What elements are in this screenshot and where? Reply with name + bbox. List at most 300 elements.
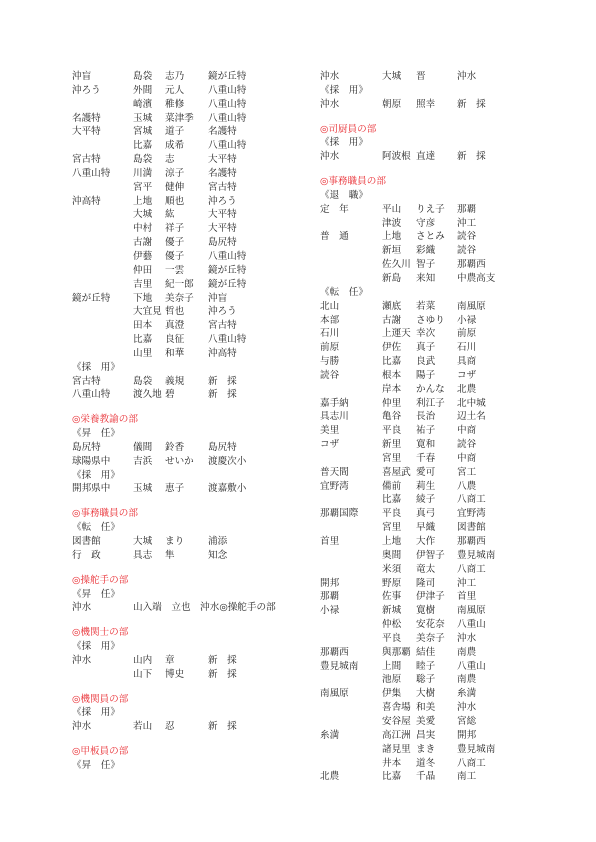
surname-cell: 新垣	[382, 245, 402, 257]
destination-cell: 八農	[457, 480, 477, 492]
surname-cell: 玉城	[133, 483, 153, 495]
personnel-row	[320, 383, 550, 397]
school-cell: 豊見城南	[320, 660, 359, 672]
personnel-row	[320, 272, 550, 286]
surname-cell: 大城	[133, 209, 153, 221]
personnel-row	[72, 654, 282, 668]
given-name-cell: 良武	[416, 356, 436, 368]
destination-cell: 糸満	[457, 688, 477, 700]
given-name-cell: 美奈子	[165, 292, 194, 304]
given-name-cell: 隼	[165, 549, 175, 561]
destination-cell: 中商	[457, 452, 477, 464]
school-cell: 普天間	[320, 466, 349, 478]
school-cell: 《昇 任》	[72, 428, 120, 440]
given-name-cell: 大樹	[416, 688, 436, 700]
destination-cell: 北農	[457, 383, 477, 395]
section-heading: ◎事務職員の部	[72, 508, 138, 520]
given-name-cell: 一雲	[165, 264, 185, 276]
given-name-cell: 直達	[416, 151, 436, 163]
surname-cell: 儀間	[133, 441, 153, 453]
given-name-cell: 結佳	[416, 646, 436, 658]
personnel-row	[320, 452, 550, 466]
section-heading: ◎事務職員の部	[320, 176, 386, 188]
surname-cell: 山入端 立也 沖水◎操舵手の部	[133, 602, 276, 614]
personnel-row	[72, 640, 282, 654]
given-name-cell: 昌実	[416, 729, 436, 741]
surname-cell: 下地	[133, 292, 153, 304]
personnel-row	[320, 535, 550, 549]
school-cell: 北山	[320, 300, 340, 312]
destination-cell: 渡嘉敷小	[208, 483, 247, 495]
destination-cell: 開邦	[457, 729, 477, 741]
surname-cell: 伊藝	[133, 250, 153, 262]
given-name-cell: 若菜	[416, 300, 436, 312]
personnel-row	[72, 347, 282, 361]
personnel-row	[320, 646, 550, 660]
destination-cell: 辺土名	[457, 411, 486, 423]
destination-cell: 小禄	[457, 314, 477, 326]
personnel-row	[72, 319, 282, 333]
surname-cell: 諸見里	[382, 743, 411, 755]
surname-cell: 上地	[382, 536, 402, 547]
personnel-row	[320, 632, 550, 646]
given-name-cell: 安花奈	[416, 619, 445, 631]
school-cell: 南風原	[320, 688, 349, 700]
personnel-row	[320, 507, 550, 521]
given-name-cell: 綾子	[416, 494, 436, 506]
left-column	[72, 70, 282, 773]
given-name-cell: 晋	[416, 71, 426, 82]
personnel-row	[72, 668, 282, 682]
section-gap	[72, 563, 282, 574]
personnel-row	[320, 150, 550, 164]
section-heading: ◎操舵手の部	[72, 574, 129, 586]
section-gap	[72, 734, 282, 745]
given-name-cell: 真子	[416, 342, 436, 354]
destination-cell: 八重山特	[208, 140, 247, 152]
surname-cell: 米須	[382, 563, 402, 575]
destination-cell: 新 採	[208, 654, 237, 666]
given-name-cell: 大作	[416, 536, 436, 547]
personnel-row	[320, 687, 550, 701]
destination-cell: 宮古特	[208, 181, 237, 193]
personnel-row	[320, 258, 550, 272]
surname-cell: 伊集	[382, 688, 402, 700]
personnel-row	[72, 153, 282, 167]
given-name-cell: 博史	[165, 668, 185, 680]
school-cell: 《採 用》	[72, 707, 120, 719]
school-cell: 《退 職》	[320, 189, 368, 201]
surname-cell: 根本	[382, 369, 402, 381]
right-column	[320, 70, 550, 784]
destination-cell: 南農	[457, 646, 477, 658]
surname-cell: 井本	[382, 757, 402, 769]
surname-cell: 新島	[382, 272, 402, 284]
given-name-cell: 美愛	[416, 715, 436, 727]
destination-cell: 知念	[208, 549, 228, 561]
destination-cell: 豊見城南	[457, 549, 496, 561]
destination-cell: 那覇西	[457, 259, 486, 271]
given-name-cell: 真澄	[165, 320, 185, 332]
destination-cell: 沖ろう	[208, 306, 237, 318]
given-name-cell: 志	[165, 154, 175, 166]
personnel-row	[320, 300, 550, 314]
school-cell: 石川	[320, 328, 340, 340]
personnel-row	[72, 70, 282, 84]
personnel-row	[320, 84, 550, 98]
school-cell: 沖水	[320, 71, 340, 82]
school-cell: 《採 用》	[320, 137, 368, 149]
school-cell: 開邦	[320, 577, 340, 589]
school-cell: 首里	[320, 536, 340, 547]
surname-cell: 宮里	[382, 522, 402, 534]
given-name-cell: 和美	[416, 702, 436, 714]
destination-cell: 中農高支	[457, 272, 496, 284]
personnel-row	[72, 706, 282, 720]
personnel-row	[320, 217, 550, 231]
personnel-row	[320, 438, 550, 452]
destination-cell: 八商工	[457, 494, 486, 506]
surname-cell: 安谷屋	[382, 715, 411, 727]
surname-cell: 津波	[382, 217, 402, 229]
given-name-cell: 忍	[165, 721, 175, 733]
destination-cell: 那覇	[457, 203, 477, 215]
personnel-row	[72, 759, 282, 773]
personnel-row	[72, 588, 282, 602]
school-cell: 八重山特	[72, 167, 111, 179]
destination-cell: 名護特	[208, 126, 237, 138]
surname-cell: 宮城	[133, 126, 153, 138]
personnel-row	[320, 604, 550, 618]
given-name-cell: 紀一郎	[165, 278, 194, 290]
surname-cell: 山里	[133, 347, 153, 359]
destination-cell: 豊見城南	[457, 743, 496, 755]
surname-cell: 高江洲	[382, 729, 411, 741]
destination-cell: 前原	[457, 328, 477, 340]
destination-cell: 新 採	[208, 668, 237, 680]
school-cell: 《昇 任》	[72, 759, 120, 771]
given-name-cell: 鈴香	[165, 441, 185, 453]
given-name-cell: 順也	[165, 195, 185, 207]
personnel-row	[320, 355, 550, 369]
personnel-row	[320, 590, 550, 604]
surname-cell: 島袋	[133, 154, 153, 166]
personnel-row	[72, 125, 282, 139]
personnel-row	[72, 482, 282, 496]
school-cell: 《採 用》	[72, 641, 120, 653]
destination-cell: 北中城	[457, 397, 486, 409]
surname-cell: 仲田	[133, 264, 153, 276]
destination-cell: 鏡が丘特	[208, 71, 247, 82]
personnel-row	[72, 84, 282, 98]
given-name-cell: 章	[165, 654, 175, 666]
school-cell: 図書館	[72, 536, 101, 547]
given-name-cell: 成希	[165, 140, 185, 152]
school-cell: 那覇国際	[320, 508, 359, 520]
school-cell: 開邦県中	[72, 483, 111, 495]
given-name-cell: さとみ	[416, 231, 445, 243]
surname-cell: 島袋	[133, 71, 153, 82]
surname-cell: 古謝	[133, 237, 153, 249]
given-name-cell: 恵子	[165, 483, 185, 495]
personnel-row	[72, 167, 282, 181]
destination-cell: 石川	[457, 342, 477, 354]
destination-cell: 読谷	[457, 439, 477, 451]
school-cell: 球陽県中	[72, 455, 111, 467]
surname-cell: 上地	[382, 231, 402, 243]
personnel-row	[320, 424, 550, 438]
school-cell: 《採 用》	[320, 84, 368, 96]
section-heading: ◎司厨員の部	[320, 123, 377, 135]
given-name-cell: まり	[165, 536, 185, 547]
given-name-cell: 彩織	[416, 245, 436, 257]
school-cell: 《転 任》	[72, 522, 120, 534]
given-name-cell: 千春	[416, 452, 436, 464]
given-name-cell: 陽子	[416, 369, 436, 381]
given-name-cell: 真弓	[416, 508, 436, 520]
given-name-cell: 紘	[165, 209, 175, 221]
surname-cell: 平良	[382, 425, 402, 437]
destination-cell: 八重山特	[208, 112, 247, 124]
personnel-row	[72, 250, 282, 264]
section-gap	[320, 112, 550, 123]
personnel-row	[72, 388, 282, 402]
destination-cell: 島尻特	[208, 237, 237, 249]
school-cell: 嘉手納	[320, 397, 349, 409]
surname-cell: 比嘉	[382, 494, 402, 506]
school-cell: 《転 任》	[320, 286, 368, 298]
personnel-row	[320, 286, 550, 300]
surname-cell: 若山	[133, 721, 153, 733]
section-heading: ◎栄養教諭の部	[72, 414, 138, 426]
given-name-cell: まき	[416, 743, 436, 755]
destination-cell: 大平特	[208, 223, 237, 235]
surname-cell: 佐久川	[382, 259, 411, 271]
surname-cell: 上運天	[382, 328, 411, 340]
given-name-cell: かんな	[416, 383, 445, 395]
surname-cell: 川満	[133, 167, 153, 179]
school-cell: 読谷	[320, 369, 340, 381]
given-name-cell: りえ子	[416, 203, 445, 215]
school-cell: 沖水	[72, 602, 92, 614]
personnel-row	[320, 715, 550, 729]
given-name-cell: 元人	[165, 84, 185, 96]
destination-cell: 沖ろう	[208, 195, 237, 207]
given-name-cell: 莉生	[416, 480, 436, 492]
section-gap	[72, 615, 282, 626]
personnel-row	[72, 264, 282, 278]
school-cell: 具志川	[320, 411, 349, 423]
surname-cell: 平良	[382, 632, 402, 644]
surname-cell: 古謝	[382, 314, 402, 326]
school-cell: 那覇	[320, 591, 340, 603]
surname-cell: 大宜見	[133, 306, 162, 318]
school-cell: 本部	[320, 314, 340, 326]
personnel-row	[320, 770, 550, 784]
destination-cell: 八重山	[457, 619, 486, 631]
destination-cell: 島尻特	[208, 441, 237, 453]
given-name-cell: 優子	[165, 237, 185, 249]
surname-cell: 瀬底	[382, 300, 402, 312]
destination-cell: 八重山	[457, 660, 486, 672]
school-cell: 前原	[320, 342, 340, 354]
personnel-row	[72, 427, 282, 441]
surname-cell: 佐事	[382, 591, 402, 603]
destination-cell: 沖盲	[208, 292, 228, 304]
given-name-cell: 道子	[165, 126, 185, 138]
surname-cell: 宮里	[382, 452, 402, 464]
school-cell: 沖水	[72, 654, 92, 666]
given-name-cell: 寛和	[416, 439, 436, 451]
school-cell: 宜野湾	[320, 480, 349, 492]
given-name-cell: 良征	[165, 334, 185, 346]
surname-cell: 上地	[133, 195, 153, 207]
given-name-cell: 寛樹	[416, 605, 436, 617]
personnel-row	[320, 189, 550, 203]
destination-cell: 図書館	[457, 522, 486, 534]
school-cell: 北農	[320, 771, 340, 783]
school-cell: 島尻特	[72, 441, 101, 453]
surname-cell: 大城	[133, 536, 153, 547]
given-name-cell: 涼子	[165, 167, 185, 179]
destination-cell: 沖水	[457, 632, 477, 644]
surname-cell: 岸本	[382, 383, 402, 395]
given-name-cell: 菜津季	[165, 112, 194, 124]
destination-cell: 新 採	[457, 151, 486, 163]
destination-cell: 新 採	[457, 98, 486, 110]
school-cell: 那覇西	[320, 646, 349, 658]
given-name-cell: 哲也	[165, 306, 185, 318]
given-name-cell: 睦子	[416, 660, 436, 672]
destination-cell: 八重山特	[208, 84, 247, 96]
destination-cell: 沖工	[457, 577, 477, 589]
school-cell: 宮古特	[72, 375, 101, 387]
school-cell: 沖ろう	[72, 84, 101, 96]
school-cell: 沖水	[72, 721, 92, 733]
personnel-row	[72, 469, 282, 483]
destination-cell: 八重山特	[208, 98, 247, 110]
school-cell: 大平特	[72, 126, 101, 138]
surname-cell: 池原	[382, 674, 402, 686]
surname-cell: 中村	[133, 223, 153, 235]
given-name-cell: 志乃	[165, 71, 185, 82]
personnel-row	[72, 222, 282, 236]
personnel-row	[72, 98, 282, 112]
destination-cell: 沖高特	[208, 347, 237, 359]
personnel-row	[320, 618, 550, 632]
given-name-cell: 和華	[165, 347, 185, 359]
school-cell: 美里	[320, 425, 340, 437]
destination-cell: 宮総	[457, 715, 477, 727]
surname-cell: 山内	[133, 654, 153, 666]
section-heading: ◎機関員の部	[72, 693, 129, 705]
destination-cell: 沖工	[457, 217, 477, 229]
personnel-row	[320, 410, 550, 424]
personnel-row	[320, 244, 550, 258]
section-heading: ◎甲板員の部	[72, 746, 129, 758]
destination-cell: 読谷	[457, 231, 477, 243]
personnel-row	[72, 292, 282, 306]
personnel-row	[72, 208, 282, 222]
surname-cell: 比嘉	[382, 356, 402, 368]
personnel-row	[320, 397, 550, 411]
personnel-row	[320, 203, 550, 217]
surname-cell: 伊佐	[382, 342, 402, 354]
school-cell: 与勝	[320, 356, 340, 368]
personnel-row	[72, 361, 282, 375]
surname-cell: 喜屋武	[382, 466, 411, 478]
surname-cell: 田本	[133, 320, 153, 332]
surname-cell: 與那覇	[382, 646, 411, 658]
given-name-cell: 祐子	[416, 425, 436, 437]
surname-cell: 島袋	[133, 375, 153, 387]
destination-cell: 新 採	[208, 721, 237, 733]
given-name-cell: 千晶	[416, 771, 436, 783]
given-name-cell: せいか	[165, 455, 194, 467]
destination-cell: 大平特	[208, 154, 237, 166]
surname-cell: 外間	[133, 84, 153, 96]
personnel-row	[72, 375, 282, 389]
destination-cell: 那覇西	[457, 536, 486, 547]
school-cell: 定 年	[320, 203, 349, 215]
personnel-row	[320, 314, 550, 328]
given-name-cell: 愛可	[416, 466, 436, 478]
section-gap	[72, 496, 282, 507]
personnel-row	[72, 549, 282, 563]
school-cell: コザ	[320, 439, 340, 451]
given-name-cell: 伊津子	[416, 591, 445, 603]
section-gap	[72, 402, 282, 413]
surname-cell: 亀谷	[382, 411, 402, 423]
personnel-row	[72, 720, 282, 734]
given-name-cell: 美奈子	[416, 632, 445, 644]
given-name-cell: 義規	[165, 375, 185, 387]
given-name-cell: 隆司	[416, 577, 436, 589]
surname-cell: 野原	[382, 577, 402, 589]
personnel-row	[320, 673, 550, 687]
given-name-cell: 利江子	[416, 397, 445, 409]
personnel-row	[320, 660, 550, 674]
personnel-row	[72, 441, 282, 455]
surname-cell: 平良	[382, 508, 402, 520]
personnel-row	[72, 333, 282, 347]
surname-cell: 新城	[382, 605, 402, 617]
surname-cell: 比嘉	[133, 140, 153, 152]
surname-cell: 玉城	[133, 112, 153, 124]
personnel-row	[320, 466, 550, 480]
personnel-row	[72, 112, 282, 126]
destination-cell: 沖水	[457, 702, 477, 714]
school-cell: 沖水	[320, 151, 340, 163]
given-name-cell: 聡子	[416, 674, 436, 686]
given-name-cell: 幸次	[416, 328, 436, 340]
school-cell: 《昇 任》	[72, 588, 120, 600]
surname-cell: 吉里	[133, 278, 153, 290]
school-cell: 沖高特	[72, 195, 101, 207]
personnel-row	[320, 230, 550, 244]
given-name-cell: 碧	[165, 389, 175, 401]
destination-cell: 南風原	[457, 300, 486, 312]
personnel-row	[72, 181, 282, 195]
destination-cell: 宜野湾	[457, 508, 486, 520]
surname-cell: 喜舎場	[382, 702, 411, 714]
destination-cell: 南農	[457, 674, 477, 686]
school-cell: 《採 用》	[72, 469, 120, 481]
surname-cell: 仲松	[382, 619, 402, 631]
given-name-cell: 来知	[416, 272, 436, 284]
personnel-row	[320, 701, 550, 715]
surname-cell: 朝原	[382, 98, 402, 110]
